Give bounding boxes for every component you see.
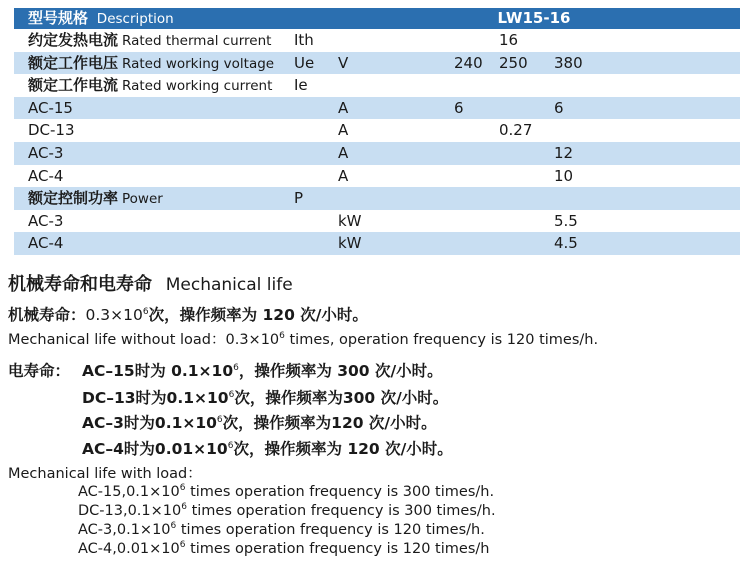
- row-unit: A: [338, 121, 349, 140]
- elec-zh-b: 次，操作频率为 120 次/小时。: [233, 440, 453, 458]
- row-value-3: 4.5: [554, 234, 578, 253]
- row-value-2: 250: [499, 53, 528, 72]
- elec-zh-exp: 6: [216, 414, 223, 425]
- elec-en-line: [78, 521, 485, 538]
- no-load-en-b: times, operation frequency is 120 times/h.: [284, 332, 599, 348]
- header-desc-zh: 型号规格: [28, 9, 89, 27]
- row-unit: kW: [338, 234, 362, 253]
- elec-zh-a: AC–3时为0.1×10: [82, 414, 217, 432]
- row-desc-zh: 额定工作电流: [28, 76, 119, 95]
- row-desc-zh: 额定工作电压: [28, 53, 119, 72]
- elec-zh-a: AC–4时为0.01×10: [82, 440, 228, 458]
- no-load-zh-a: 0.3×10: [85, 306, 143, 324]
- elec-en-line: [78, 540, 489, 557]
- elec-en-a: AC-15,0.1×10: [78, 483, 180, 500]
- no-load-zh-exp: 6: [142, 306, 149, 317]
- row-desc-en: AC-3: [28, 143, 64, 162]
- with-load-label: [8, 462, 202, 483]
- mech-title-zh: 机械寿命和电寿命: [8, 274, 152, 295]
- elec-zh-line: [82, 386, 448, 408]
- elec-zh-exp: 6: [233, 362, 239, 373]
- table-row: [14, 29, 740, 52]
- row-description: [28, 74, 272, 98]
- row-description: [28, 29, 271, 53]
- elec-en-exp: 6: [170, 521, 177, 531]
- row-symbol: Ie: [294, 76, 308, 95]
- elec-en-a: DC-13,0.1×10: [78, 502, 182, 519]
- table-row: [14, 187, 740, 210]
- row-desc-en: AC-4: [28, 234, 64, 253]
- spec-table: [14, 8, 740, 255]
- elec-zh-line: [82, 437, 453, 459]
- row-desc-en: Power: [122, 191, 163, 208]
- row-symbol: Ue: [294, 53, 315, 72]
- header-desc-en: Description: [96, 11, 174, 27]
- row-value-2: 16: [499, 31, 519, 49]
- table-row: [14, 210, 740, 233]
- no-load-zh-line: [8, 303, 368, 325]
- elec-en-b: times operation frequency is 300 times/h.: [186, 502, 496, 519]
- row-value-3: 6: [554, 98, 564, 117]
- row-symbol: Ith: [294, 31, 314, 49]
- elec-zh-exp: 6: [227, 440, 234, 451]
- row-value-3: 12: [554, 143, 574, 162]
- elec-zh-line: [82, 411, 437, 433]
- elec-zh-a: AC–15时为 0.1×10: [82, 362, 234, 380]
- mech-section-title: [8, 270, 293, 296]
- no-load-en-a: Mechanical life without load：0.3×10: [8, 332, 280, 348]
- row-desc-en: DC-13: [28, 121, 75, 140]
- elec-en-b: times operation frequency is 300 times/h.: [185, 483, 495, 500]
- elec-en-line: [78, 502, 496, 519]
- row-description: [28, 142, 63, 165]
- table-row: [14, 142, 740, 165]
- header-model: LW15-16: [497, 9, 571, 27]
- elec-en-b: times operation frequency is 120 times/h: [185, 540, 490, 557]
- elec-en-a: AC-3,0.1×10: [78, 521, 171, 538]
- row-value-1: 240: [454, 53, 483, 72]
- elec-label: [8, 359, 70, 381]
- row-symbol: P: [294, 189, 304, 208]
- row-description: [28, 165, 63, 188]
- table-row: [14, 74, 740, 97]
- elec-zh-b: 次，操作频率为300 次/小时。: [234, 389, 449, 407]
- elec-zh-line: [82, 359, 443, 381]
- elec-zh-b: ，操作频率为 300 次/小时。: [238, 362, 443, 380]
- header-description: [28, 8, 174, 30]
- row-unit: A: [338, 98, 349, 117]
- table-row: [14, 165, 740, 188]
- row-desc-en: AC-3: [28, 211, 64, 230]
- elec-en-exp: 6: [181, 502, 187, 512]
- row-description: [28, 232, 63, 255]
- row-value-2: 0.27: [499, 121, 533, 140]
- elec-zh-b: 次，操作频率为120 次/小时。: [222, 414, 437, 432]
- row-unit: kW: [338, 211, 362, 230]
- with-load-label-text: Mechanical life with load：: [8, 466, 202, 482]
- elec-en-line: [78, 483, 494, 500]
- elec-label-text: 电寿命：: [8, 362, 71, 380]
- row-unit: A: [338, 166, 349, 185]
- elec-en-a: AC-4,0.01×10: [78, 540, 180, 557]
- row-description: [28, 97, 73, 120]
- row-value-1: 6: [454, 98, 464, 117]
- row-desc-en: AC-4: [28, 166, 64, 185]
- row-description: [28, 119, 75, 142]
- row-desc-en: Rated thermal current: [122, 33, 272, 49]
- row-description: [28, 52, 274, 76]
- elec-en-b: times operation frequency is 120 times/h.: [176, 521, 485, 538]
- elec-en-exp: 6: [179, 540, 186, 550]
- mech-title-en: Mechanical life: [165, 275, 293, 295]
- no-load-zh-label: 机械寿命：: [8, 306, 86, 324]
- row-desc-zh: 额定控制功率: [28, 189, 119, 208]
- row-desc-en: Rated working voltage: [122, 55, 275, 72]
- table-row: [14, 52, 740, 75]
- row-description: [28, 210, 63, 233]
- row-value-3: 5.5: [554, 211, 578, 230]
- row-desc-en: AC-15: [28, 98, 73, 117]
- table-header-row: [14, 8, 740, 29]
- no-load-en-line: [8, 328, 598, 349]
- row-desc-zh: 约定发热电流: [28, 31, 119, 49]
- elec-zh-exp: 6: [228, 389, 235, 400]
- table-row: [14, 119, 740, 142]
- row-value-3: 10: [554, 166, 574, 185]
- row-unit: V: [338, 53, 349, 72]
- row-description: [28, 187, 163, 211]
- elec-zh-a: DC–13时为0.1×10: [82, 389, 229, 407]
- row-desc-en: Rated working current: [122, 78, 273, 95]
- no-load-en-exp: 6: [279, 331, 285, 342]
- row-value-3: 380: [554, 53, 583, 72]
- table-row: [14, 97, 740, 120]
- elec-en-exp: 6: [179, 483, 186, 493]
- table-body: [14, 29, 740, 255]
- no-load-zh-b: 次，操作频率为 120 次/小时。: [148, 306, 368, 324]
- row-unit: A: [338, 143, 349, 162]
- table-row: [14, 232, 740, 255]
